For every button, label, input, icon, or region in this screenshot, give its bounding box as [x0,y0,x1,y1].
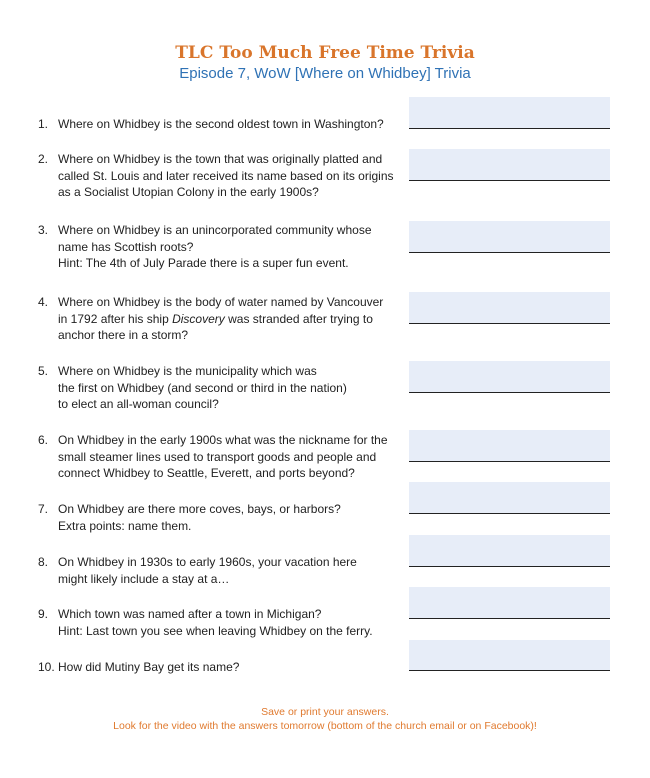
question-text: connect Whidbey to Seattle, Everett, and ports beyond? [58,466,355,480]
worksheet-subtitle: Episode 7, WoW [Where on Whidbey] Trivia [179,65,471,82]
question-text: small steamer lines used to transport goods and people and [58,449,377,464]
question-text: Where on Whidbey is an unincorporated community whose [58,223,372,237]
question-number: 6. [38,433,49,447]
question-hint: Hint: Last town you see when leaving Whidbey on the ferry. [58,623,373,638]
ship-name: Discovery [172,311,225,326]
answer-field-3[interactable] [409,221,610,253]
worksheet-title: TLC Too Much Free Time Trivia [175,43,475,63]
question-text: Where on Whidbey is the second oldest town in Washington? [58,117,384,131]
footer-video-note: Look for the video with the answers tomorrow (bottom of the church email or on Facebook)! [113,720,537,732]
answer-field-2[interactable] [409,149,610,181]
question-text: Which town was named after a town in Michigan? [58,607,322,621]
question-5 [38,363,398,413]
question-number: 10. [38,660,55,674]
question-number: 4. [38,295,49,309]
question-text: On Whidbey are there more coves, bays, or harbors? [58,502,341,516]
question-text-part: was stranded after trying to [228,311,373,326]
question-text: name has Scottish roots? [58,239,194,254]
answer-field-7[interactable] [409,482,610,514]
question-9 [38,606,398,639]
question-2 [38,151,398,201]
answer-field-10[interactable] [409,640,610,671]
question-7 [38,501,398,534]
question-number: 5. [38,364,49,378]
question-hint: Extra points: name them. [58,518,192,533]
question-number: 8. [38,555,49,569]
question-1 [38,116,398,133]
answer-field-4[interactable] [409,292,610,324]
question-3 [38,222,398,272]
answer-field-8[interactable] [409,535,610,567]
question-number: 3. [38,223,49,237]
footer-save-note: Save or print your answers. [261,706,389,718]
question-text [58,311,398,328]
question-text-part: in 1792 after his ship [58,311,169,326]
question-6 [38,432,398,482]
answer-field-6[interactable] [409,430,610,462]
question-number: 1. [38,117,49,131]
question-text: to elect an all-woman council? [58,397,219,411]
question-text: Where on Whidbey is the municipality which was [58,364,317,378]
question-text: How did Mutiny Bay get its name? [58,660,240,674]
answer-field-9[interactable] [409,587,610,619]
question-text: might likely include a stay at a… [58,571,230,586]
question-number: 7. [38,502,49,516]
question-text: the first on Whidbey (and second or third in the nation) [58,380,347,395]
question-text: Where on Whidbey is the body of water named by Vancouver [58,295,384,309]
question-text: called St. Louis and later received its name based on its origins [58,168,394,183]
question-text: On Whidbey in the early 1900s what was the nickname for the [58,433,388,447]
question-4 [38,294,398,344]
question-text: anchor there in a storm? [58,328,189,342]
question-text: as a Socialist Utopian Colony in the early 1900s? [58,185,319,199]
answer-field-1[interactable] [409,97,610,129]
question-text: Where on Whidbey is the town that was originally platted and [58,152,383,166]
question-number: 9. [38,607,49,621]
question-number: 2. [38,152,49,166]
question-text: On Whidbey in 1930s to early 1960s, your vacation here [58,555,357,569]
question-hint: Hint: The 4th of July Parade there is a super fun event. [58,256,349,270]
question-10 [38,659,398,676]
answer-field-5[interactable] [409,361,610,393]
question-8 [38,554,398,587]
